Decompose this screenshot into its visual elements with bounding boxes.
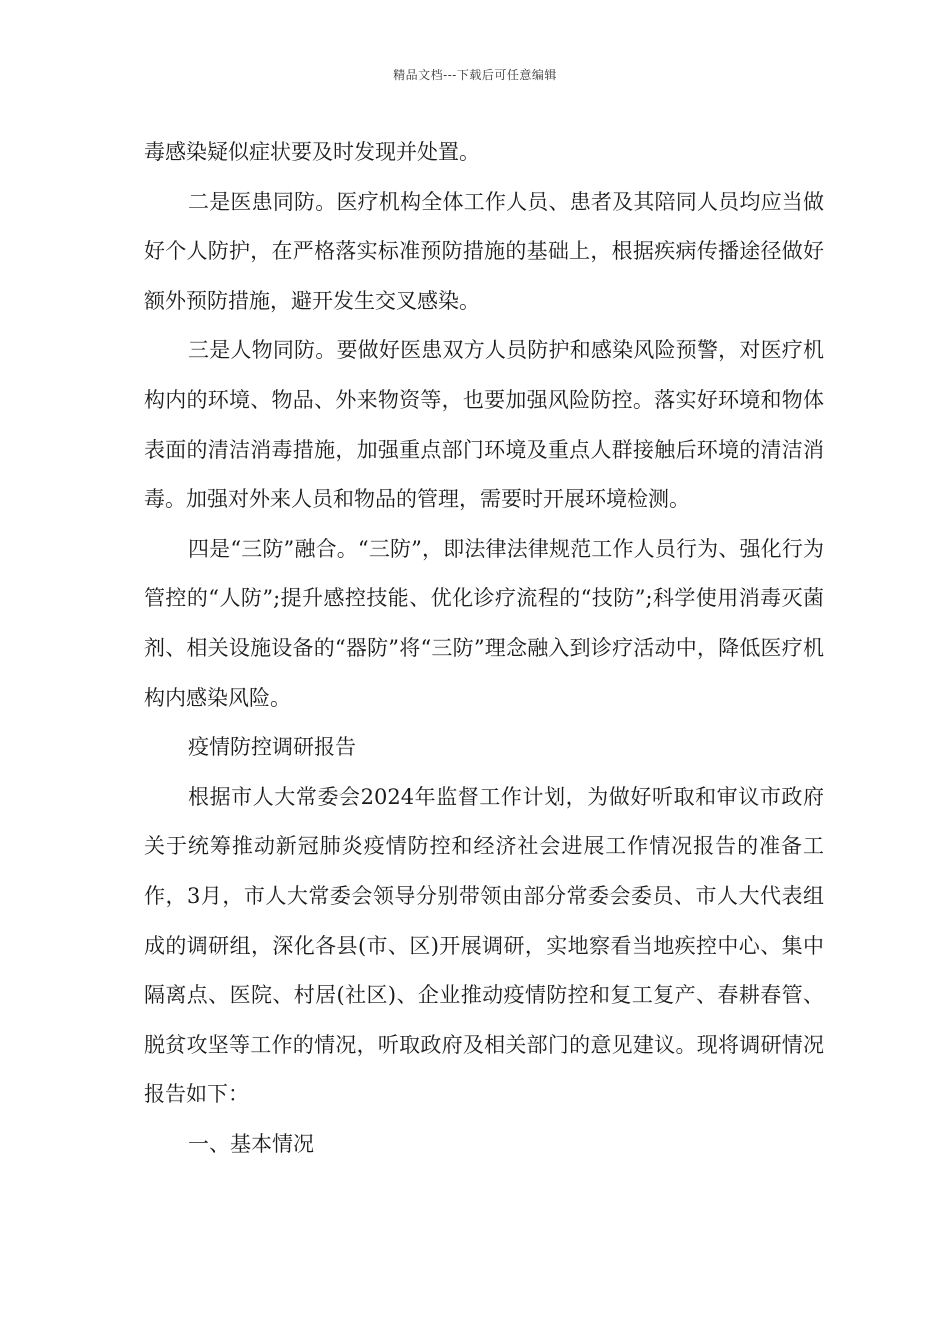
header-note: 精品文档---下载后可任意编辑 xyxy=(393,68,557,82)
paragraph-report-intro: 根据市人大常委会2024年监督工作计划，为做好听取和审议市政府关于统筹推动新冠肺炎疫情防控和经济社会进展工作情况报告的准备工作，3月，市人大常委会领导分别带领由部分常委会委员、市人大代表组成的调研组，深化各县(市、区)开展调研，实地察看当地疾控中心、集中隔离点、医院、村居(社区)、企业推动疫情防控和复工复产、春耕春管、脱贫攻坚等工作的情况，听取政府及相关部门的意见建议。现将调研情况报告如下： xyxy=(144,784,824,1107)
section-heading-basic-situation: 一、基本情况 xyxy=(188,1131,314,1156)
paragraph-people-object-protection: 三是人物同防。要做好医患双方人员防护和感染风险预警，对医疗机构内的环境、物品、外来物资等，也要加强风险防控。落实好环境和物体表面的清洁消毒措施，加强重点部门环境及重点人群接触后环境的清洁消毒。加强对外来人员和物品的管理，需要时开展环境检测。 xyxy=(144,338,824,512)
document-body xyxy=(144,128,824,1169)
paragraph-three-protections: 四是“三防”融合。“三防”，即法律法律规范工作人员行为、强化行为管控的“人防”;提升感控技能、优化诊疗流程的“技防”;科学使用消毒灭菌剂、相关设施设备的“器防”将“三防”理念融入到诊疗活动中，降低医疗机构内感染风险。 xyxy=(144,536,824,710)
paragraph-doctor-patient-protection: 二是医患同防。医疗机构全体工作人员、患者及其陪同人员均应当做好个人防护，在严格落实标准预防措施的基础上，根据疾病传播途径做好额外预防措施，避开发生交叉感染。 xyxy=(144,189,824,313)
paragraph-continuation: 毒感染疑似症状要及时发现并处置。 xyxy=(144,140,480,164)
section-title: 疫情防控调研报告 xyxy=(188,735,356,760)
